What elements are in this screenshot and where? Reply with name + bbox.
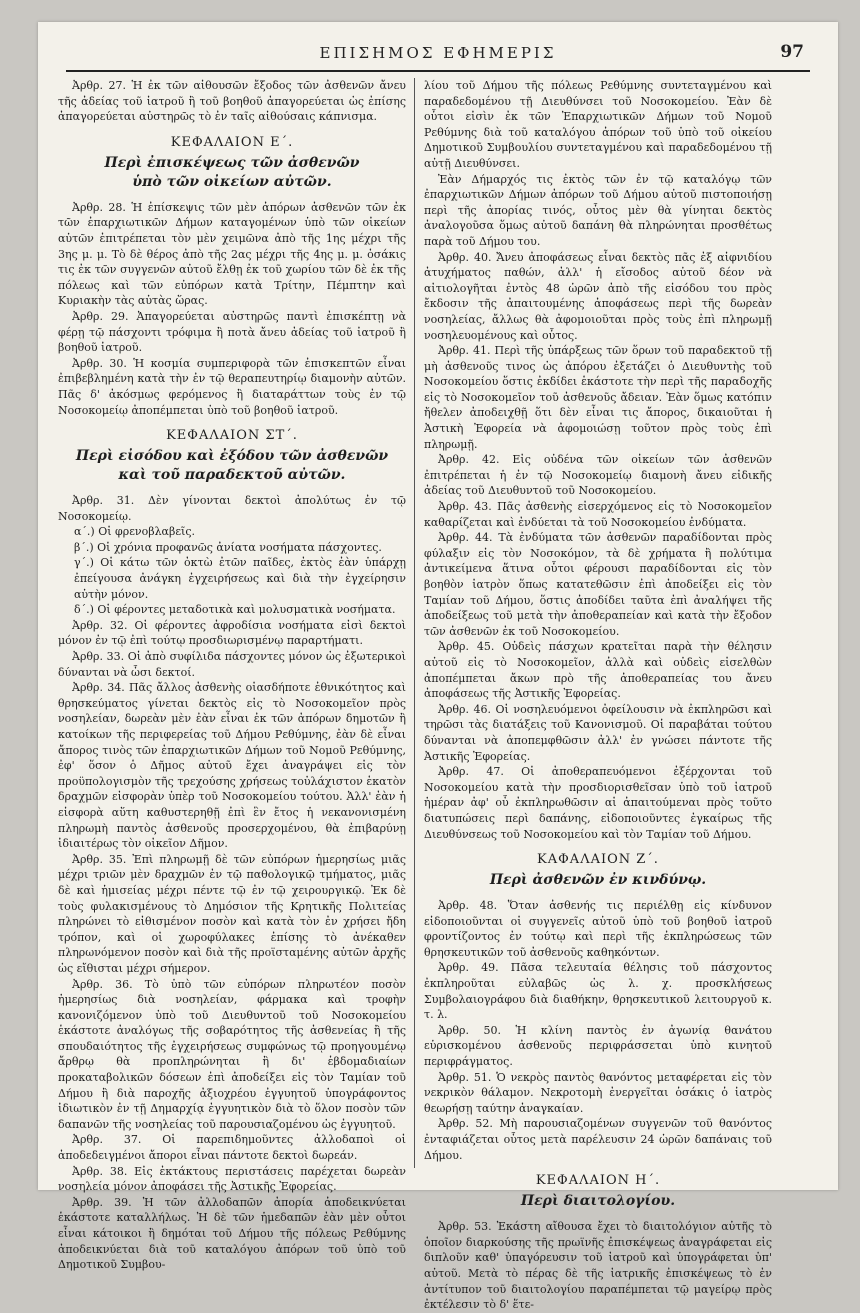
article-48: Ἀρθρ. 48. Ὅταν ἀσθενής τις περιέλθῃ εἰς κίνδυνον εἰδοποιοῦνται οἱ συγγενεῖς αὐτοῦ ὑπὸ τοῦ βοηθοῦ ἰατροῦ φροντίζοντος ἐν τούτῳ καὶ περὶ τῆς ἐκπληρώσεως τῶν θρησκευτικῶν τοῦ ἀσθενοῦς καθηκόντων. (424, 899, 772, 959)
article-42: Ἀρθρ. 42. Εἰς οὐδένα τῶν οἰκείων τῶν ἀσθενῶν ἐπιτρέπεται ἡ ἐν τῷ Νοσοκομείῳ διαμονὴ ἄνευ εἰδικῆς ἀδείας τοῦ Διευθυντοῦ τοῦ Νοσοκομείου. (424, 453, 772, 498)
article-45: Ἀρθρ. 45. Οὐδεὶς πάσχων κρατεῖται παρὰ τὴν θέλησιν αὐτοῦ εἰς τὸ Νοσοκομεῖον, ἀλλὰ καὶ οὐδεὶς εἰσελθὼν ἀποπέμπεται ἄκων πρὸ τῆς ἀποθεραπείας του ἄνευ ἀποφάσεως τῆς Ἀστικῆς Ἐφορείας. (424, 640, 772, 701)
chapter-heading-e: ΚΕΦΑΛΑΙΟΝ Ε΄. (170, 134, 294, 150)
chapter-subtitle-st-line2: καὶ τοῦ παραδεκτοῦ αὐτῶν. (118, 467, 346, 484)
chapter-subtitle-e-line2: ὑπὸ τῶν οἰκείων αὐτῶν. (132, 173, 332, 190)
chapter-subtitle-e (58, 154, 406, 192)
article-46: Ἀρθρ. 46. Οἱ νοσηλευόμενοι ὀφείλουσιν νὰ ἐκπληρῶσι καὶ τηρῶσι τὰς διατάξεις τοῦ Κανονισμοῦ. Οἱ παραβάται τούτου δύνανται νὰ ἀποπεμφθῶσιν ἀλλ' ἐν γνώσει πάντοτε τῆς Ἀστικῆς Ἐφορείας. (424, 702, 772, 763)
article-35: Ἀρθρ. 35. Ἐπὶ πληρωμῇ δὲ τῶν εὐπόρων ἡμερησίως μιᾶς μέχρι τριῶν μὲν δραχμῶν ἐν τῷ παθολογικῷ τμήματος, μιᾶς δὲ καὶ ἡμισείας μέχρι πέντε τῷ ἐν τῷ χειρουργικῷ. Ἐκ δὲ τοὺς φυλακισμένους τὸ Δημόσιον τῆς Κρητικῆς Πολιτείας πληρώνει τὸ εἰθισμένον ποσὸν καὶ κατὰ τὸν ἐν χρήσει ἤδη τρόπον, καὶ οἱ χωροφύλακες ἐπίσης τὸ ἀνέκαθεν πληρωνόμενον ποσὸν καὶ διὰ τῆς προϊσταμένης αὐτῶν ἀρχῆς ὡς εἴθισται μέχρι σήμερον. (58, 852, 406, 975)
article-47: Ἀρθρ. 47. Οἱ ἀποθεραπευόμενοι ἐξέρχονται τοῦ Νοσοκομείου κατὰ τὴν προσδιορισθεῖσαν ὑπὸ τοῦ ἰατροῦ ἡμέραν ἀφ' οὗ ἐκπληρωθῶσιν αἱ ἀπαιτούμεναι πρὸς τοῦτο διατυπώσεις περὶ δαπάνης, εἰδοποιοῦντες ἐγκαίρως τῆς Διευθύνσεως τοῦ Νοσοκομείου καὶ τὸν Ταμίαν τοῦ Δήμου. (424, 765, 772, 841)
article-43: Ἀρθρ. 43. Πᾶς ἀσθενὴς εἰσερχόμενος εἰς τὸ Νοσοκομεῖον καθαρίζεται καὶ ἐνδύεται τὰ τοῦ Νοσοκομείου ἐνδύματα. (424, 500, 772, 529)
article-38: Ἀρθρ. 38. Εἰς ἐκτάκτους περιστάσεις παρέχεται δωρεὰν νοσηλεία μόνον ἀποφάσει τῆς Ἀστικῆς Ἐφορείας. (58, 1164, 406, 1194)
page-header (66, 40, 810, 72)
newspaper-page (38, 22, 838, 1312)
article-27: Ἀρθρ. 27. Ἡ ἐκ τῶν αἰθουσῶν ἔξοδος τῶν ἀσθενῶν ἄνευ τῆς ἀδείας τοῦ ἰατροῦ ἢ τοῦ βοηθοῦ ἀπαγορεύεται ὡς ἐπίσης ἀπαγορεύεται αὐστηρῶς τὸ ἐν ταῖς αἰθούσαις κάπνισμα. (58, 79, 406, 124)
article-31-item-a: α΄.) Οἱ φρενοβλαβεῖς. (74, 525, 196, 539)
article-28: Ἀρθρ. 28. Ἡ ἐπίσκεψις τῶν μὲν ἀπόρων ἀσθενῶν τῶν ἐκ τῶν ἐπαρχιωτικῶν Δήμων καταγομένων ὑπὸ τῶν οἰκείων αὐτῶν ἐπιτρέπεται τὸν μὲν χειμῶνα ἀπὸ τῆς 1ης μέχρι τῆς 3ης μ. μ. Τὸ δὲ θέρος ἀπὸ τῆς 2ας μέχρι τῆς 4ης μ. μ. ὁσάκις τις ἐκ τῶν συγγενῶν αὐτοῦ ἔλθῃ ἐκ τοῦ χωρίου τῶν δὲ ἐκ τῆς πόλεως καὶ τῶν εὐπόρων κατὰ Τρίτην, Πέμπτην καὶ Κυριακὴν τὰς αὐτὰς ὥρας. (58, 200, 406, 308)
column-divider (414, 78, 415, 1168)
chapter-subtitle-st (58, 447, 406, 485)
article-33: Ἀρθρ. 33. Οἱ ἀπὸ συφίλιδα πάσχοντες μόνον ὡς ἐξωτερικοὶ δύνανται νὰ ὦσι δεκτοί. (58, 650, 406, 679)
chapter-subtitle-z: Περὶ ἀσθενῶν ἐν κινδύνῳ. (489, 872, 707, 889)
chapter-subtitle-st-line1: Περὶ εἰσόδου καὶ ἐξόδου τῶν ἀσθενῶν (75, 448, 389, 465)
article-29: Ἀρθρ. 29. Ἀπαγορεύεται αὐστηρῶς παντὶ ἐπισκέπτῃ νὰ φέρῃ τῷ πάσχοντι τρόφιμα ἢ ποτὰ ἄνευ ἀδείας τοῦ ἰατροῦ ἢ βοηθοῦ ἰατροῦ. (58, 309, 406, 355)
article-39: Ἀρθρ. 39. Ἡ τῶν ἀλλοδαπῶν ἀπορία ἀποδεικνύεται ἑκάστοτε καταλλήλως. Ἡ δὲ τῶν ἡμεδαπῶν ἐὰν μὲν οὗτοι εἶναι κάτοικοι ἢ δημόται τοῦ Δήμου τῆς πόλεως Ρεθύμνης ἀποδεικνύεται διὰ τοῦ καταλόγου ἀπόρων τοῦ ὑπὸ τοῦ Δημοτικοῦ Συμβου- (58, 1195, 406, 1272)
article-53: Ἀρθρ. 53. Ἑκάστη αἴθουσα ἔχει τὸ διαιτολόγιον αὐτῆς τὸ ὁποῖον διαρκούσης τῆς πρωϊνῆς ἐπισκέψεως ἀναγράφεται εἰς διπλοῦν καθ' ὑπαγόρευσιν τοῦ ἰατροῦ καὶ ὑπογράφεται ὑπ' αὐτοῦ. Μετὰ τὸ πέρας δὲ τῆς ἰατρικῆς ἐπισκέψεως τὸ ἐν ἀντίτυπον τοῦ διαιτολογίου παραπέμπεται τῷ μαγείρῳ πρὸς ἐκτέλεσιν τὸ δ' ἕτε- (424, 1220, 772, 1312)
chapter-heading-st: ΚΕΦΑΛΑΙΟΝ ΣΤ΄. (166, 428, 298, 444)
article-49: Ἀρθρ. 49. Πᾶσα τελευταία θέλησις τοῦ πάσχοντος ἐκπληροῦται εὐλαβῶς ὡς λ. χ. προσκλήσεως Συμβολαιογράφου διὰ διαθήκην, θρησκευτικοῦ λειτουργοῦ κ. τ. λ. (424, 961, 772, 1022)
article-31-item-b: β΄.) Οἱ χρόνια προφανῶς ἀνίατα νοσήματα πάσχοντες. (74, 540, 382, 554)
article-31: Ἀρθρ. 31. Δὲν γίνονται δεκτοὶ ἀπολύτως ἐν τῷ Νοσοκομείῳ. (58, 494, 406, 523)
article-34: Ἀρθρ. 34. Πᾶς ἄλλος ἀσθενὴς οἱασδήποτε ἐθνικότητος καὶ θρησκεύματος γίνεται δεκτὸς εἰς τὸ Νοσοκομεῖον πρὸς νοσηλείαν, δωρεὰν μὲν ἐὰν εἶναι ἐκ τῶν ἀπόρων δημοτῶν ἢ κατοίκων τῆς περιφερείας τοῦ Δήμου Ρεθύμνης, ἐὰν δὲ εἶναι ἄπορος τινὸς τῶν ἐπαρχιωτικῶν Δήμων τοῦ Νομοῦ Ρεθύμνης, ἐφ' ὅσον ὁ Δῆμος αὐτοῦ ἔχει ἀναγράψει εἰς τὸν προϋπολογισμὸν τῆς τρεχούσης χρήσεως τοὐλάχιστον ἑκατὸν δραχμῶν εἰσφορὰν ὑπὲρ τοῦ Νοσοκομείου τούτου. Ἀλλ' ἐὰν ἡ εἰσφορὰ αὕτη καθυστερηθῇ ἐπὶ ἓν ἔτος ἡ νεκανονισμένη πληρωμὴ παντὸς ἀσθενοῦς προσερχομένου, θὰ ἐπιβαρύνῃ ἰδιαιτέρως τὸν οἰκεῖον Δῆμον. (58, 681, 406, 851)
chapter-subtitle-i: Περὶ διαιτολογίου. (520, 1193, 676, 1210)
article-52: Ἀρθρ. 52. Μὴ παρουσιαζομένων συγγενῶν τοῦ θανόντος ἐνταφιάζεται οὗτος μετὰ παρέλευσιν 24 ὡρῶν δαπάναις τοῦ Δήμου. (424, 1117, 772, 1162)
article-39-continued-2: Ἐὰν Δήμαρχός τις ἐκτὸς τῶν ἐν τῷ καταλόγῳ τῶν ἐπαρχιωτικῶν Δήμων ἀπόρων τοῦ Δήμου αὐτοῦ πιστοποιήσῃ περὶ τῆς ἀπορίας τινός, οὗτος μὲν θὰ γίνηται δεκτὸς ἀναλογοῦσα ὅμως αὐτοῦ δαπάνη θὰ πληρώνηται προσθέτως παρὰ τοῦ Δήμου του. (424, 172, 772, 248)
page-number: 97 (780, 42, 804, 62)
article-31-item-c: γ΄.) Οἱ κάτω τῶν ὀκτὼ ἐτῶν παῖδες, ἐκτὸς ἐὰν ὑπάρχῃ ἐπείγουσα ἀνάγκη ἐγχειρήσεως καὶ διὰ τὴν ἐγχείρησιν αὐτὴν μόνον. (74, 556, 406, 601)
article-32: Ἀρθρ. 32. Οἱ φέροντες ἀφροδίσια νοσήματα εἰσὶ δεκτοὶ μόνον ἐν τῷ ἐπὶ τούτῳ προσδιωρισμένῳ παραρτήματι. (58, 618, 406, 648)
publication-title: ΕΠΙΣΗΜΟΣ ΕΦΗΜΕΡΙΣ (319, 44, 557, 62)
left-column (58, 78, 406, 1272)
article-40: Ἀρθρ. 40. Ἄνευ ἀποφάσεως εἶναι δεκτὸς πᾶς ἐξ αἰφνιδίου ἀτυχήματος παθών, ἀλλ' ἡ εἴσοδος αὐτοῦ δέον νὰ αἰτιολογῆται ἐντὸς 48 ὡρῶν ἀπὸ τῆς εἰσόδου του πρὸς ἔκδοσιν τῆς ἀπαιτουμένης ἀποφάσεως περὶ τῆς δωρεὰν νοσηλείας, ἄλλως θὰ ἀφομοιοῦται πρὸς τοὺς ἐπὶ πληρωμῇ νοσηλευομένους καὶ οὗτος. (424, 250, 772, 342)
article-39-continued: λίου τοῦ Δήμου τῆς πόλεως Ρεθύμνης συντεταγμένου καὶ παραδεδομένου τῇ Διευθύνσει τοῦ Νοσοκομείου. Ἐὰν δὲ οὗτοι εἰσὶν ἐκ τῶν Ἐπαρχιωτικῶν Δήμων τοῦ Νομοῦ Ρεθύμνης διὰ τοῦ καταλόγου ἀπόρων τοῦ ὑπὸ τοῦ οἰκείου Δημοτικοῦ Συμβουλίου συντεταγμένου καὶ παραδεδομένου τῇ αὐτῇ Διευθύνσει. (424, 79, 772, 170)
article-31-item-d: δ΄.) Οἱ φέροντες μεταδοτικὰ καὶ μολυσματικὰ νοσήματα. (74, 603, 396, 617)
article-41: Ἀρθρ. 41. Περὶ τῆς ὑπάρξεως τῶν ὅρων τοῦ παραδεκτοῦ τῇ μὴ ἀσθενοῦς τινος ὡς ἀπόρου ἐξετάζει ὁ Διευθυντὴς τοῦ Νοσοκομείου ὅστις ἐκδίδει ἑκάστοτε τὴν περὶ τῆς παραδοχῆς εἰς τὸ Νοσοκομεῖον τοῦ ἀσθενοῦς ἄδειαν. Ἐὰν ὅμως κατόπιν ἤθελεν ἀποδειχθῇ ὅτι δὲν εἶναι τις ἄπορος, δικαιοῦται ἡ Ἀστικὴ Ἐφορεία νὰ ἀφομοιώσῃ τοῦτον πρὸς τοὺς ἐπὶ πληρωμῇ. (424, 344, 772, 451)
article-44: Ἀρθρ. 44. Τὰ ἐνδύματα τῶν ἀσθενῶν παραδίδονται πρὸς φύλαξιν εἰς τὸν Νοσοκόμον, τὰ δὲ χρήματα ἢ πολύτιμα ἀντικείμενα ἅτινα οὗτοι φέρουσι παραδίδονται εἰς τὸν βοηθὸν ἰατρὸν ὅπως κατατεθῶσιν ἐπὶ ἀποδείξει εἰς τὸν Ταμίαν τοῦ Δήμου, ὅστις ἀποδίδει ταῦτα ἐπὶ ἀναλήψει τῆς ἀποδείξεως τοῦ μετὰ τὴν ἀποθεραπείαν καὶ κατὰ τὴν ἔξοδον τῶν ἀσθενῶν ἐκ τοῦ Νοσοκομείου. (424, 531, 772, 638)
right-column (424, 78, 772, 1312)
article-36: Ἀρθρ. 36. Τὸ ὑπὸ τῶν εὐπόρων πληρωτέον ποσὸν ἡμερησίως διὰ νοσηλείαν, φάρμακα καὶ τροφὴν κανονιζόμενον ὑπὸ τοῦ Διευθυντοῦ τοῦ Νοσοκομείου ἑκάστοτε ἀναλόγως τῆς σοβαρότητος τῆς ἀσθενείας ἢ τῆς σπουδαιότητος τῆς ἐγχειρήσεως συμφώνως τῷ προηγουμένῳ ἄρθρῳ θὰ προπληρώνηται ἢ δι' ἑβδομαδιαίων προκαταβολικῶν δόσεων ἐπὶ ἀποδείξει εἰς τὸν Ταμίαν τοῦ Δήμου ἢ διὰ παροχῆς ἀξιοχρέου ἐγγυητοῦ ὑπογράφοντος ἰδιωτικὸν ἐν τῇ Δημαρχίᾳ ἐγγυητικὸν διὰ τὸ ὅλον ποσὸν τῶν δαπανῶν τῆς νοσηλείας τοῦ παρουσιαζομένου ὡς ἐγγυητοῦ. (58, 977, 406, 1131)
chapter-subtitle-e-line1: Περὶ ἐπισκέψεως τῶν ἀσθενῶν (104, 154, 360, 171)
chapter-heading-z: ΚΑΦΑΛΑΙΟΝ Ζ΄. (537, 852, 659, 868)
article-37: Ἀρθρ. 37. Οἱ παρεπιδημοῦντες ἀλλοδαποὶ οἱ ἀποδεδειγμένοι ἄποροι εἶναι πάντοτε δεκτοὶ δωρεάν. (58, 1133, 406, 1163)
article-50: Ἀρθρ. 50. Ἡ κλίνη παντὸς ἐν ἀγωνίᾳ θανάτου εὑρισκομένου ἀσθενοῦς περιφράσσεται ὑπὸ κινητοῦ περιφράγματος. (424, 1023, 772, 1069)
article-30: Ἀρθρ. 30. Ἡ κοσμία συμπεριφορὰ τῶν ἐπισκεπτῶν εἶναι ἐπιβεβλημένη κατὰ τὴν ἐν τῷ θεραπευτηρίῳ διαμονὴν αὐτῶν. Πᾶς δ' ἀκόσμως φερόμενος ἢ διαταράττων τοὺς ἐν τῷ Νοσοκομείῳ ἀποπέμπεται ὑπὸ τοῦ βοηθοῦ ἰατροῦ. (58, 356, 406, 417)
chapter-heading-i: ΚΕΦΑΛΑΙΟΝ Η΄. (535, 1173, 661, 1189)
article-51: Ἀρθρ. 51. Ὁ νεκρὸς παντὸς θανόντος μεταφέρεται εἰς τὸν νεκρικὸν θάλαμον. Νεκροτομὴ ἐνεργεῖται ὁσάκις ὁ ἰατρὸς θεωρήσῃ ταύτην ἀναγκαίαν. (424, 1070, 772, 1115)
